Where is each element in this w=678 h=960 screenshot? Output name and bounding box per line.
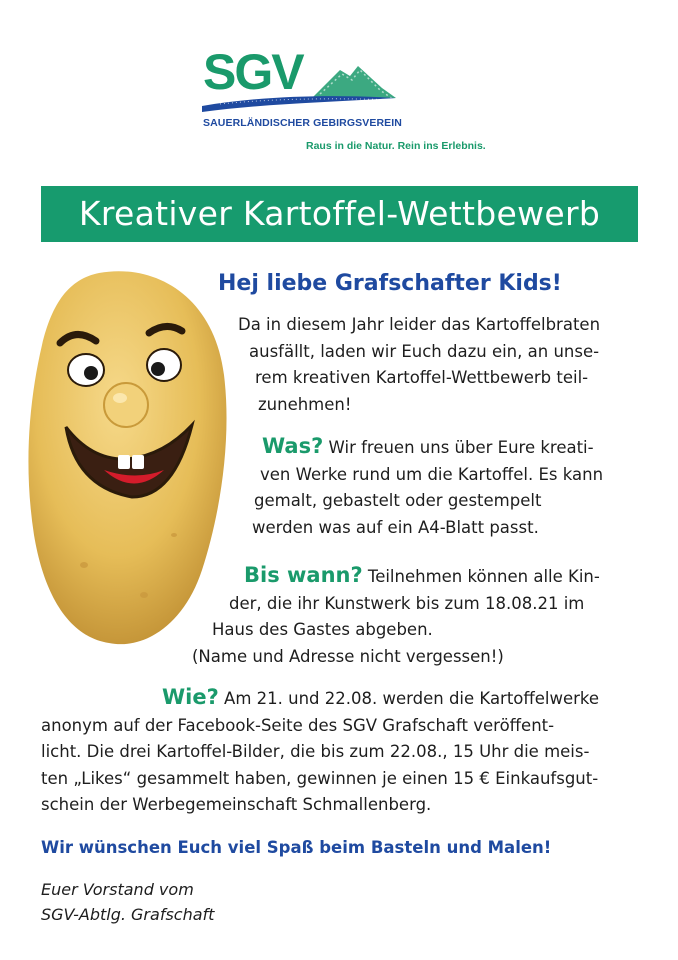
- closing-line: Wir wünschen Euch viel Spaß beim Basteln und Malen!: [41, 838, 552, 857]
- bis-wann-paragraph: [192, 562, 662, 670]
- bis-wann-line: (Name und Adresse nicht vergessen!): [192, 646, 504, 666]
- was-paragraph: [254, 433, 664, 541]
- intro-line: ausfällt, laden wir Euch dazu ein, an unse-: [249, 341, 600, 361]
- intro-line: Da in diesem Jahr leider das Kartoffelbraten: [238, 315, 601, 334]
- signature-line: Euer Vorstand vom: [41, 880, 194, 899]
- wie-line: licht. Die drei Kartoffel-Bilder, die bis zum 22.08., 15 Uhr die meis-: [41, 742, 590, 761]
- intro-line: rem kreativen Kartoffel-Wettbewerb teil-: [255, 368, 589, 387]
- was-line: gemalt, gebastelt oder gestempelt: [254, 491, 542, 510]
- signature-line: SGV-Abtlg. Grafschaft: [41, 905, 215, 924]
- smiling-potato-icon: [24, 265, 229, 650]
- greeting-heading: Hej liebe Grafschafter Kids!: [218, 271, 562, 296]
- wie-line: anonym auf der Facebook-Seite des SGV Grafschaft veröffent-: [41, 715, 555, 735]
- was-line: ven Werke rund um die Kartoffel. Es kann: [260, 464, 604, 484]
- was-line: Wir freuen uns über Eure kreati-: [323, 438, 594, 457]
- wie-line: schein der Werbegemeinschaft Schmallenberg.: [41, 795, 432, 814]
- wie-paragraph: [41, 684, 651, 819]
- bis-wann-keyword: Bis wann?: [244, 563, 363, 587]
- was-keyword: Was?: [262, 434, 324, 458]
- logo-letters: SGV: [203, 44, 303, 100]
- title-banner: [41, 186, 638, 242]
- page-title: Kreativer Kartoffel-Wettbewerb: [78, 194, 601, 233]
- wie-line: ten „Likes“ gesammelt haben, gewinnen je einen 15 € Einkaufsgut-: [41, 768, 599, 788]
- intro-line: zunehmen!: [258, 394, 352, 414]
- bis-wann-line: Teilnehmen können alle Kin-: [362, 567, 600, 586]
- signature: [41, 877, 214, 927]
- wie-keyword: Wie?: [162, 685, 219, 709]
- bis-wann-line: der, die ihr Kunstwerk bis zum 18.08.21 im: [229, 593, 585, 613]
- logo-subtitle: SAUERLÄNDISCHER GEBIRGSVEREIN: [203, 117, 402, 129]
- was-line: werden was auf ein A4-Blatt passt.: [252, 517, 539, 537]
- wie-line: Am 21. und 22.08. werden die Kartoffelwerke: [218, 689, 600, 708]
- intro-paragraph: [238, 312, 658, 418]
- logo-slogan: Raus in die Natur. Rein ins Erlebnis.: [306, 140, 486, 152]
- bis-wann-line: Haus des Gastes abgeben.: [212, 620, 433, 639]
